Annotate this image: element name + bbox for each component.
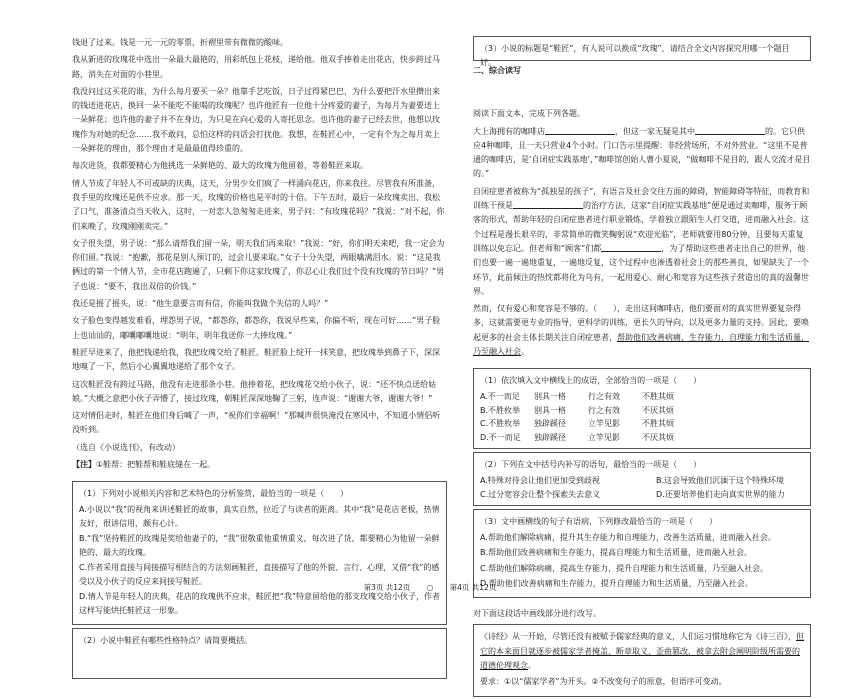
quote-text: 《诗经》从一开始，尽管还没有被赋予儒家经典的意义，人们运习惯地称它为《诗三百》，但它的本来面目就逐步被儒家学者掩盖、断章取义、歪曲篡改，被拿去附会阐明阶级所需要的道德伦理观念。	[480, 632, 804, 670]
footnote-text: ①鞋帮：把鞋帮和鞋底缝在一起。	[96, 460, 216, 470]
option-d[interactable]: D.帮助他们改善病痛和生存能力，提升自理能力和生活质量，乃至融入社会。	[480, 579, 753, 589]
rq2-box	[473, 452, 811, 506]
story-paragraph: 我还是摇了摇头，说：“他生意要言而有信，你能叫我做个失信的人吗？”	[72, 299, 329, 309]
story-paragraph: 鞋匠早进来了，他把钱递给我，我把玫瑰交给了鞋匠。鞋匠脸上绽开一抹笑意，把玫瑰举到鼻子下，深深地嗅了一下，然后小心翼翼地递给了那个女子。	[72, 347, 440, 372]
page-number-right: 第4页 共12页	[449, 583, 497, 592]
question-stem: （2）小说中鞋匠有哪些性格特点？请简要概括。	[79, 635, 253, 645]
story-paragraph: 我从新进的玫瑰花中选出一朵最大最艳的，用彩纸包上花枝，递给他。他双手捧着走出花店，快步跨过马路，消失在对面的小巷里。	[72, 55, 440, 79]
option-row[interactable]: A.不一而足 别具一格 行之有效 不胜其烦	[480, 391, 674, 401]
option-a[interactable]: A.帮助他们解除病痛，提升其生存能力和自理能力，改善生活质量，进而融入社会。	[480, 532, 776, 542]
option-row[interactable]: B.不胜枚举 别具一格 行之有效 不厌其烦	[480, 405, 674, 415]
option-b[interactable]: B.这会导致他们沉湎于这个特殊环境	[656, 475, 785, 485]
page-number-left: 第3页 共12页	[363, 583, 411, 592]
underlined-sentence: 帮助他们改善病痛、生存能力，自理能力和生活质量，乃至融入社会	[473, 332, 809, 357]
question-stem: （3）文中画横线的句子有语病，下列修改最恰当的一项是（ ）	[480, 517, 718, 527]
story-paragraph: 女子脸色变得越发难看，埋怨男子说，“都怨你，都怨你，我说早些来，你偏不听，现在可好……”男子脸上也讪讪的，嘟囔嘟囔地说：“明年，明年我送你一大捧玫瑰。”	[72, 316, 441, 340]
question-1-box	[72, 481, 447, 624]
story-paragraph: 钱退了过来。钱是一元一元的零票，折褶里带有微微的酸味。	[72, 38, 288, 47]
option-a[interactable]: A.小说以“我”的视角来讲述鞋匠的故事，真实自然，拉近了与读者的距离。其中“我”是花店老板，热情友好，很讲信用，颇有心计。	[79, 504, 440, 528]
question-stem: （1）依次填入文中横线上的成语，全部恰当的一项是（ ）	[480, 376, 702, 386]
passage-paragraph: 然而，仅有爱心和宽容是不够的。（ ），走出这间咖啡店，他们要面对的真实世界要复杂得多，这就需要更专业的指导，更科学的训练，更长久的导向，以及更多力量的支持。因此，要唤起更多的社会主体长期关注自闭症患者，帮助他们改善病痛、生存能力，自理能力和生活质量，乃至融入社会。	[473, 304, 809, 357]
right-column	[473, 36, 811, 700]
section-heading: 二、综合读写	[473, 66, 521, 75]
option-row[interactable]: D.不一而足 独辟蹊径 立竿见影 不厌其烦	[480, 432, 674, 442]
option-d[interactable]: D.情人节是年轻人的庆典，花店的玫瑰供不应求，鞋匠把“我”特意留给他的那支玫瑰交给小伙子，作者这样写能烘托鞋匠这一形象。	[79, 592, 440, 616]
option-b[interactable]: B.帮助他们改善病痛和生存能力，提高自理能力和生活质量，进而融入社会。	[480, 548, 753, 558]
passage-paragraph: 大上海拥有的咖啡店 ，但这一家无疑是其中 的。它只供应4种咖啡，且一天只营业4个小时。门口告示里提醒：非经营场所，不对外营业。“这里不是普通的咖啡店，是‘自闭症实践基地’，”咖啡馆创始人曹小夏说，“做咖啡不是目的，跟人交流才是目的。”	[473, 126, 811, 179]
blank-1[interactable]	[545, 125, 615, 135]
question-2-box	[72, 628, 447, 679]
source-note: （选自《小说选刊》，有改动）	[72, 442, 180, 452]
question-3-box	[473, 36, 811, 68]
option-row[interactable]: C.不胜枚举 独辟蹊径 立竿见影 不胜其烦	[480, 419, 674, 429]
blank-3[interactable]	[513, 199, 583, 209]
page-footer	[0, 582, 860, 593]
option-b[interactable]: B.“我”坚持鞋匠的玫瑰是奖给他妻子的，“我”很敬重他重情重义，每次进了货，都要精心为他留一朵鲜艳的、最大的玫瑰。	[79, 534, 440, 557]
fold-marker: ○	[426, 583, 434, 592]
passage-paragraph: 自闭症患者被称为“孤独星的孩子”，有语言及社会交往方面的障碍，智能障碍等特征，而教育和训练干预是 的治疗方法，这家“自闭症实践基地”便是通过卖咖啡，服务于顾客的形式，帮助年轻的自闭症患者进行职业锻炼，学着独立跟陌生人打交道，进而融入社会。这个过程是漫长艰辛的，非常简单的微笑鞠躬说“欢迎光临”，老师就要用80分钟，且要每天重复训练以免忘记。但老师和“顾客”们都 ，为了帮助这些患者走出自己的世界，他们也要一遍一遍地重复，一遍地反复，这个过程中也渗透着社会上的那些善良，如果缺失了一个环节，此前倾注的热忱都将化为乌有，一起用爱心、耐心和宽容为这些孩子营造出的真的温馨世界。	[473, 186, 810, 296]
option-c[interactable]: C.过分宽容会让整个探索失去意义	[480, 489, 601, 499]
rq1-box	[473, 368, 811, 449]
option-a[interactable]: A.特殊对待会让他们更加受到歧视	[480, 475, 600, 485]
requirement: 要求：①以“儒家学者”为开头。②不改变句子的原意，但语序可变动。	[480, 677, 727, 687]
option-c[interactable]: C.帮助他们解除病痛，提高生存能力，提升自理能力和生活质量，乃至融入社会。	[480, 563, 769, 573]
option-d[interactable]: D.还要培养他们走向真实世界的能力	[656, 489, 785, 499]
story-paragraph: 情人节成了年轻人不可或缺的庆典，这天，分男少女们疯了一样涌向花店，你来我往。尽管我有所准备，我手里的玫瑰还是供不应求。那一天，玫瑰的价格也是平时的十倍。下午五时，最后一朵玫瑰卖出，我松了口气，准备清点当天收入，这时，一对恋人急匆匆走进来，男子问：“有玫瑰花吗？”我说：“对不起，你们来晚了，玫瑰刚刚卖完。”	[72, 178, 445, 231]
underlined-quote: 但它的本来面目就逐步被儒家学者掩盖、断章取义、歪曲篡改，被拿去附会阐明阶级所需要的道德伦理观念	[480, 632, 804, 670]
option-c[interactable]: C.作者采用直接与间接描写相结合的方法刻画鞋匠，直接描写了他的外貌、言行、心理，又借“我”的感受以及小伙子的反应来间接写鞋匠。	[79, 563, 440, 586]
question-stem: （3）小说的标题是“鞋匠”，有人说可以换成“玫瑰”，请结合全文内容探究用哪一个题目好。	[480, 44, 790, 68]
rewrite-box	[473, 624, 811, 696]
blank-4[interactable]	[601, 242, 661, 252]
story-paragraph: 女子很失望，男子说：“那么请帮我们留一朵，明天我们再来取！”我说：“好，你们明天来吧，我一定会为你们留。”我说：“抱歉，那花是别人预订的，过会儿要来取。”女子十分失望，两眼噙满泪水。说：“这是我俩过的第一个情人节，全市花店跑遍了，只剩下你这家玫瑰了，你忍心让我们过个没有玫瑰的节日吗？”男子也说：“要不，我出双倍的价钱。”	[72, 238, 445, 291]
story-paragraph: 每次进货，我都要精心为他挑选一朵鲜艳的、最大的玫瑰为他留着，等着鞋匠来取。	[72, 161, 368, 171]
story-paragraph: 我没问过这买花的谁，为什么每月要买一朵？他靠手艺吃饭，日子过得紧巴巴，为什么要把汗水里攒出来的钱送进花店，换回一朵不能吃不能喝的玫瑰呢？也许他匠有一位他十分疼爱的妻子，为每月为妻要送上一朵鲜花；也许他的妻子并不在身边，为只是在向心爱的人寄托思念。也许他的妻子已经去世，他想以玫瑰作为对她的纪念……我不敢问，总怕这样的问话会打扰他。我想，在鞋匠心中，一定有个为之每月卖上一朵鲜花的理由，那个理由才是最最值得珍重的。	[72, 86, 440, 154]
question-stem: （2）下列在文中括号内补写的语句，最恰当的一项是（ ）	[480, 460, 702, 470]
footnote-label: 【注】	[72, 460, 96, 470]
question-stem: （1）下列对小说相关内容和艺术特色的分析鉴赏，最恰当的一项是（ ）	[79, 489, 349, 499]
rewrite-instruction: 对下面这段话中画线部分进行改写。	[473, 609, 601, 619]
story-paragraph: 这次鞋匠没有跨过马路，他没有走进那条小巷。他捧着花，把玫瑰花交给小伙子，说：“还不快点送给姑娘。”大概之意把小伙子弄懵了，接过玫瑰，朝鞋匠深深地鞠了三躬，连声说：“谢谢大爷，谢谢大爷！”	[72, 379, 437, 403]
blank-2[interactable]	[695, 125, 765, 135]
story-paragraph: 这对情侣走时，鞋匠在他们身后喊了一声，“祝你们幸福啊！”那喊声很快淹没在寒风中，不知道小情侣听没听到。	[72, 411, 441, 435]
instruction: 阅读下面文本，完成下列各题。	[473, 109, 585, 119]
footnote	[72, 458, 447, 472]
